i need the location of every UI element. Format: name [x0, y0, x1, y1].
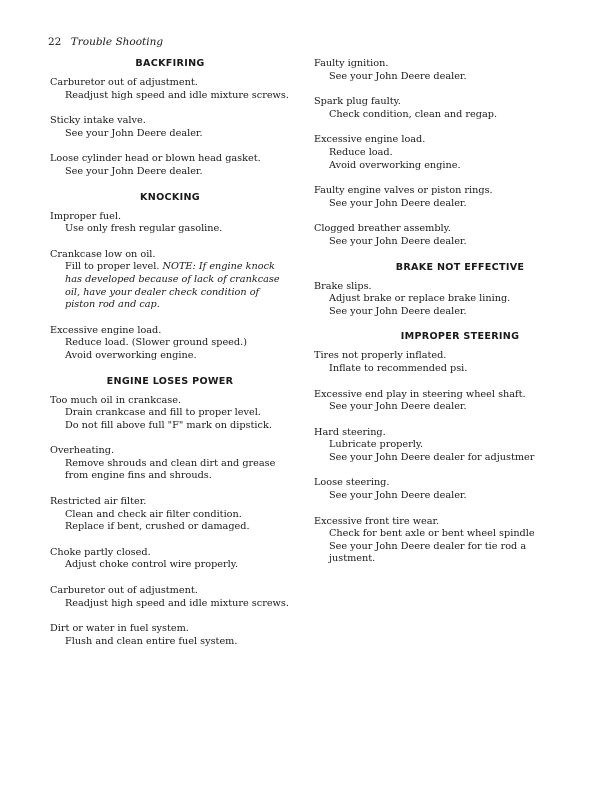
trouble-entry [314, 350, 606, 375]
remedy-text: Replace if bent, crushed or damaged. [65, 521, 250, 533]
remedy-text: Avoid overworking engine. [329, 159, 461, 171]
problem-text: Choke partly closed. [50, 546, 151, 558]
trouble-entry [314, 477, 606, 502]
remedy-text: Flush and clean entire fuel system. [65, 635, 238, 647]
remedy-text: See your John Deere dealer. [329, 305, 467, 317]
trouble-entry [50, 153, 290, 178]
note-text: NOTE: If engine knock has developed because of lack of crankcase oil, have your dealer check condition of piston rod and cap. [65, 261, 280, 311]
remedy-text: Do not fill above full "F" mark on dipstick. [65, 419, 272, 431]
trouble-entry [314, 223, 606, 248]
trouble-entry [314, 516, 606, 566]
section-heading: IMPROPER STEERING [400, 331, 520, 343]
trouble-entry [314, 58, 606, 83]
remedy-text: Reduce load. (Slower ground speed.) [65, 337, 247, 349]
problem-text: Sticky intake valve. [50, 115, 146, 127]
section-brake-not-effective [314, 262, 606, 319]
problem-text: Carburetor out of adjustment. [50, 77, 198, 88]
section-heading: ENGINE LOSES POWER [106, 375, 234, 387]
problem-text: Too much oil in crankcase. [50, 394, 182, 406]
right-column [314, 58, 606, 579]
page-title: Trouble Shooting [70, 36, 164, 48]
remedy-text: Clean and check air filter condition. [65, 508, 242, 520]
trouble-entry [314, 389, 606, 414]
trouble-entry [50, 395, 290, 433]
remedy-text: Remove shrouds and clean dirt and grease from engine fins and shrouds. [65, 457, 276, 482]
remedy-text: See your John Deere dealer. [329, 490, 467, 502]
problem-text: Hard steering. [314, 426, 386, 438]
remedy-text: Adjust brake or replace brake lining. [329, 293, 511, 305]
remedy-text: Readjust high speed and idle mixture screws. [65, 597, 289, 609]
trouble-entry [314, 96, 606, 121]
remedy-text: See your John Deere dealer for adjustmer [329, 451, 535, 463]
remedy-text: Readjust high speed and idle mixture screws. [65, 89, 289, 101]
section-heading: BRAKE NOT EFFECTIVE [395, 261, 525, 273]
trouble-entry [50, 547, 290, 572]
trouble-entry [50, 623, 290, 648]
problem-text: Faulty engine valves or piston rings. [314, 185, 493, 197]
section-heading: KNOCKING [140, 191, 200, 203]
remedy-text: Drain crankcase and fill to proper level. [65, 407, 261, 419]
remedy-with-note [50, 261, 290, 311]
problem-text: Overheating. [50, 445, 115, 457]
trouble-entry [50, 115, 290, 140]
section-engine-loses-power-continued [314, 58, 606, 249]
remedy-text: See your John Deere dealer. [329, 197, 467, 209]
trouble-entry [50, 77, 290, 102]
problem-text: Restricted air filter. [50, 496, 147, 508]
left-column [50, 58, 290, 661]
remedy-text: See your John Deere dealer. [329, 70, 467, 82]
remedy-text: Avoid overworking engine. [65, 349, 197, 361]
remedy-text: See your John Deere dealer. [329, 401, 467, 413]
remedy-text: Inflate to recommended psi. [329, 362, 468, 374]
remedy-text: See your John Deere dealer. [65, 127, 203, 139]
problem-text: Spark plug faulty. [314, 96, 401, 108]
trouble-entry [314, 185, 606, 210]
trouble-entry [50, 325, 290, 363]
problem-text: Brake slips. [314, 280, 372, 292]
section-knocking [50, 192, 290, 363]
problem-text: Improper fuel. [50, 210, 122, 222]
remedy-text: See your John Deere dealer. [329, 235, 467, 247]
trouble-entry [314, 281, 606, 319]
problem-text: Excessive end play in steering wheel shaft. [314, 388, 526, 400]
problem-text: Loose cylinder head or blown head gasket. [50, 153, 261, 165]
remedy-text: Lubricate properly. [329, 439, 424, 451]
section-heading: BACKFIRING [135, 58, 205, 69]
remedy-text: justment. [329, 553, 376, 565]
page-number: 22 [48, 36, 62, 48]
problem-text: Faulty ignition. [314, 58, 389, 69]
remedy-text: See your John Deere dealer. [65, 165, 203, 177]
problem-text: Clogged breather assembly. [314, 223, 451, 235]
trouble-entry [50, 211, 290, 236]
remedy-text: Reduce load. [329, 146, 393, 158]
trouble-entry [50, 445, 290, 483]
problem-text: Excessive engine load. [314, 134, 426, 146]
remedy-text: Check condition, clean and regap. [329, 108, 498, 120]
trouble-entry [50, 249, 290, 312]
remedy-text: Check for bent axle or bent wheel spindle [329, 528, 535, 540]
problem-text: Excessive engine load. [50, 324, 162, 336]
trouble-entry [314, 134, 606, 172]
problem-text: Carburetor out of adjustment. [50, 585, 198, 597]
problem-text: Excessive front tire wear. [314, 515, 440, 527]
section-improper-steering [314, 331, 606, 566]
trouble-entry [314, 427, 606, 465]
section-backfiring [50, 58, 290, 179]
problem-text: Loose steering. [314, 477, 390, 489]
trouble-entry [50, 585, 290, 610]
section-engine-loses-power [50, 376, 290, 649]
problem-text: Dirt or water in fuel system. [50, 623, 189, 635]
problem-text: Tires not properly inflated. [314, 350, 447, 362]
remedy-text: See your John Deere dealer for tie rod a [329, 540, 527, 552]
remedy-text: Use only fresh regular gasoline. [65, 223, 223, 235]
page-header [48, 36, 163, 48]
trouble-entry [50, 496, 290, 534]
remedy-text: Adjust choke control wire properly. [65, 559, 239, 571]
problem-text: Crankcase low on oil. [50, 248, 156, 260]
remedy-text: Fill to proper level. [65, 261, 160, 273]
